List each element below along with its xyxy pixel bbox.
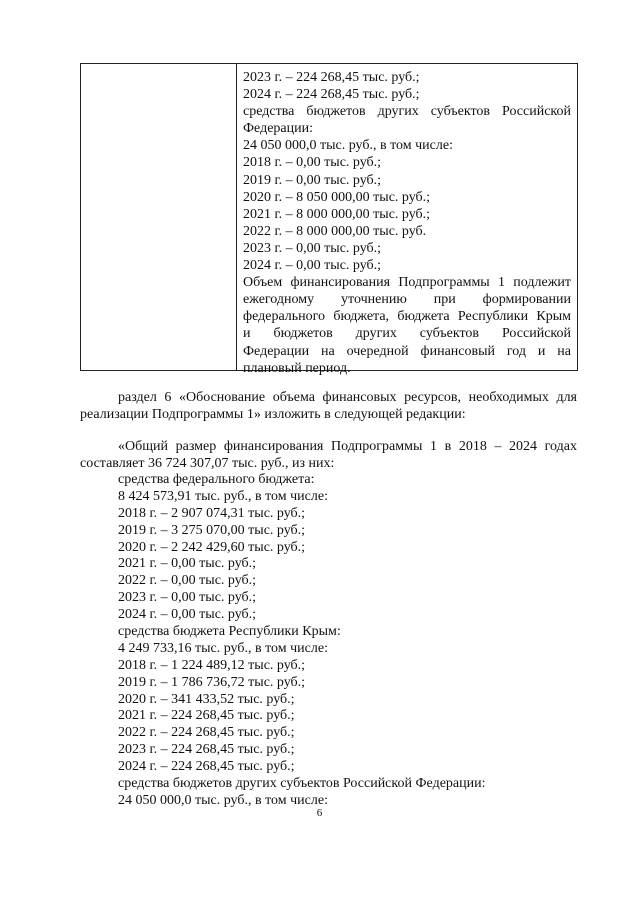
list-item: 2022 г. – 0,00 тыс. руб.; bbox=[118, 573, 257, 589]
list-item: 2021 г. – 0,00 тыс. руб.; bbox=[118, 556, 257, 572]
list-item: 2018 г. – 1 224 489,12 тыс. руб.; bbox=[118, 657, 306, 673]
paragraph-line: раздел 6 «Обоснование объема финансовых ресурсов, необходимых для bbox=[118, 390, 577, 405]
list-item: 2024 г. – 224 268,45 тыс. руб.; bbox=[118, 759, 295, 775]
table-left-cell bbox=[81, 64, 237, 370]
list-item: 2023 г. – 224 268,45 тыс. руб.; bbox=[118, 742, 295, 758]
table-right-cell bbox=[237, 64, 577, 376]
list-item: 2022 г. – 224 268,45 тыс. руб.; bbox=[118, 725, 295, 741]
table-line: 2018 г. – 0,00 тыс. руб.; bbox=[243, 155, 382, 171]
table-line: 2023 г. – 224 268,45 тыс. руб.; bbox=[243, 70, 420, 85]
paragraph-line: «Общий размер финансирования Подпрограммы 1 в 2018 – 2024 годах bbox=[118, 439, 577, 454]
table-line: плановый период. bbox=[243, 360, 351, 376]
section-intro-paragraph bbox=[80, 389, 577, 423]
table-line: 2023 г. – 0,00 тыс. руб.; bbox=[243, 240, 382, 256]
list-item: 2024 г. – 0,00 тыс. руб.; bbox=[118, 607, 257, 623]
list-item: 4 249 733,16 тыс. руб., в том числе: bbox=[118, 640, 328, 656]
table-line: 2022 г. – 8 000 000,00 тыс. руб. bbox=[243, 223, 427, 239]
list-item: 8 424 573,91 тыс. руб., в том числе: bbox=[118, 488, 328, 504]
table-line: 2021 г. – 8 000 000,00 тыс. руб.; bbox=[243, 206, 431, 222]
list-item: средства бюджетов других субъектов Российской Федерации: bbox=[118, 776, 486, 792]
quote-paragraph bbox=[80, 438, 577, 472]
funding-table bbox=[80, 63, 578, 376]
page-number: 6 bbox=[316, 807, 323, 819]
table-line: Объем финансирования Подпрограммы 1 подлежит bbox=[243, 275, 571, 291]
list-item: 2018 г. – 2 907 074,31 тыс. руб.; bbox=[118, 505, 306, 521]
list-item: 2021 г. – 224 268,45 тыс. руб.; bbox=[118, 708, 295, 724]
list-item: 2020 г. – 341 433,52 тыс. руб.; bbox=[118, 691, 295, 707]
table-line: 2019 г. – 0,00 тыс. руб.; bbox=[243, 172, 382, 188]
funding-list bbox=[118, 472, 486, 810]
table-line: 2024 г. – 0,00 тыс. руб.; bbox=[243, 258, 382, 274]
list-item: 2023 г. – 0,00 тыс. руб.; bbox=[118, 590, 257, 606]
table-line: 2020 г. – 8 050 000,00 тыс. руб.; bbox=[243, 189, 431, 205]
table-line: федерального бюджета, бюджета Республики Крым bbox=[243, 309, 571, 325]
paragraph-line: составляет 36 724 307,07 тыс. руб., из них: bbox=[80, 456, 335, 471]
table-line: 2024 г. – 224 268,45 тыс. руб.; bbox=[243, 87, 420, 103]
list-item: 2020 г. – 2 242 429,60 тыс. руб.; bbox=[118, 539, 306, 555]
table-line: и бюджетов других субъектов Российской bbox=[243, 326, 571, 342]
table-line: ежегодному уточнению при формировании bbox=[243, 292, 571, 308]
list-item: 24 050 000,0 тыс. руб., в том числе: bbox=[118, 792, 328, 808]
paragraph-line: реализации Подпрограммы 1» изложить в следующей редакции: bbox=[80, 407, 466, 422]
list-item: 2019 г. – 1 786 736,72 тыс. руб.; bbox=[118, 674, 306, 690]
table-line: Федерации на очередной финансовый год и на bbox=[243, 343, 571, 359]
list-item: 2019 г. – 3 275 070,00 тыс. руб.; bbox=[118, 522, 306, 538]
table-line: Федерации: bbox=[243, 121, 314, 137]
list-item: средства бюджета Республики Крым: bbox=[118, 624, 341, 640]
table-line: средства бюджетов других субъектов Российской bbox=[243, 104, 571, 120]
list-item: средства федерального бюджета: bbox=[118, 472, 315, 487]
table-line: 24 050 000,0 тыс. руб., в том числе: bbox=[243, 138, 453, 154]
